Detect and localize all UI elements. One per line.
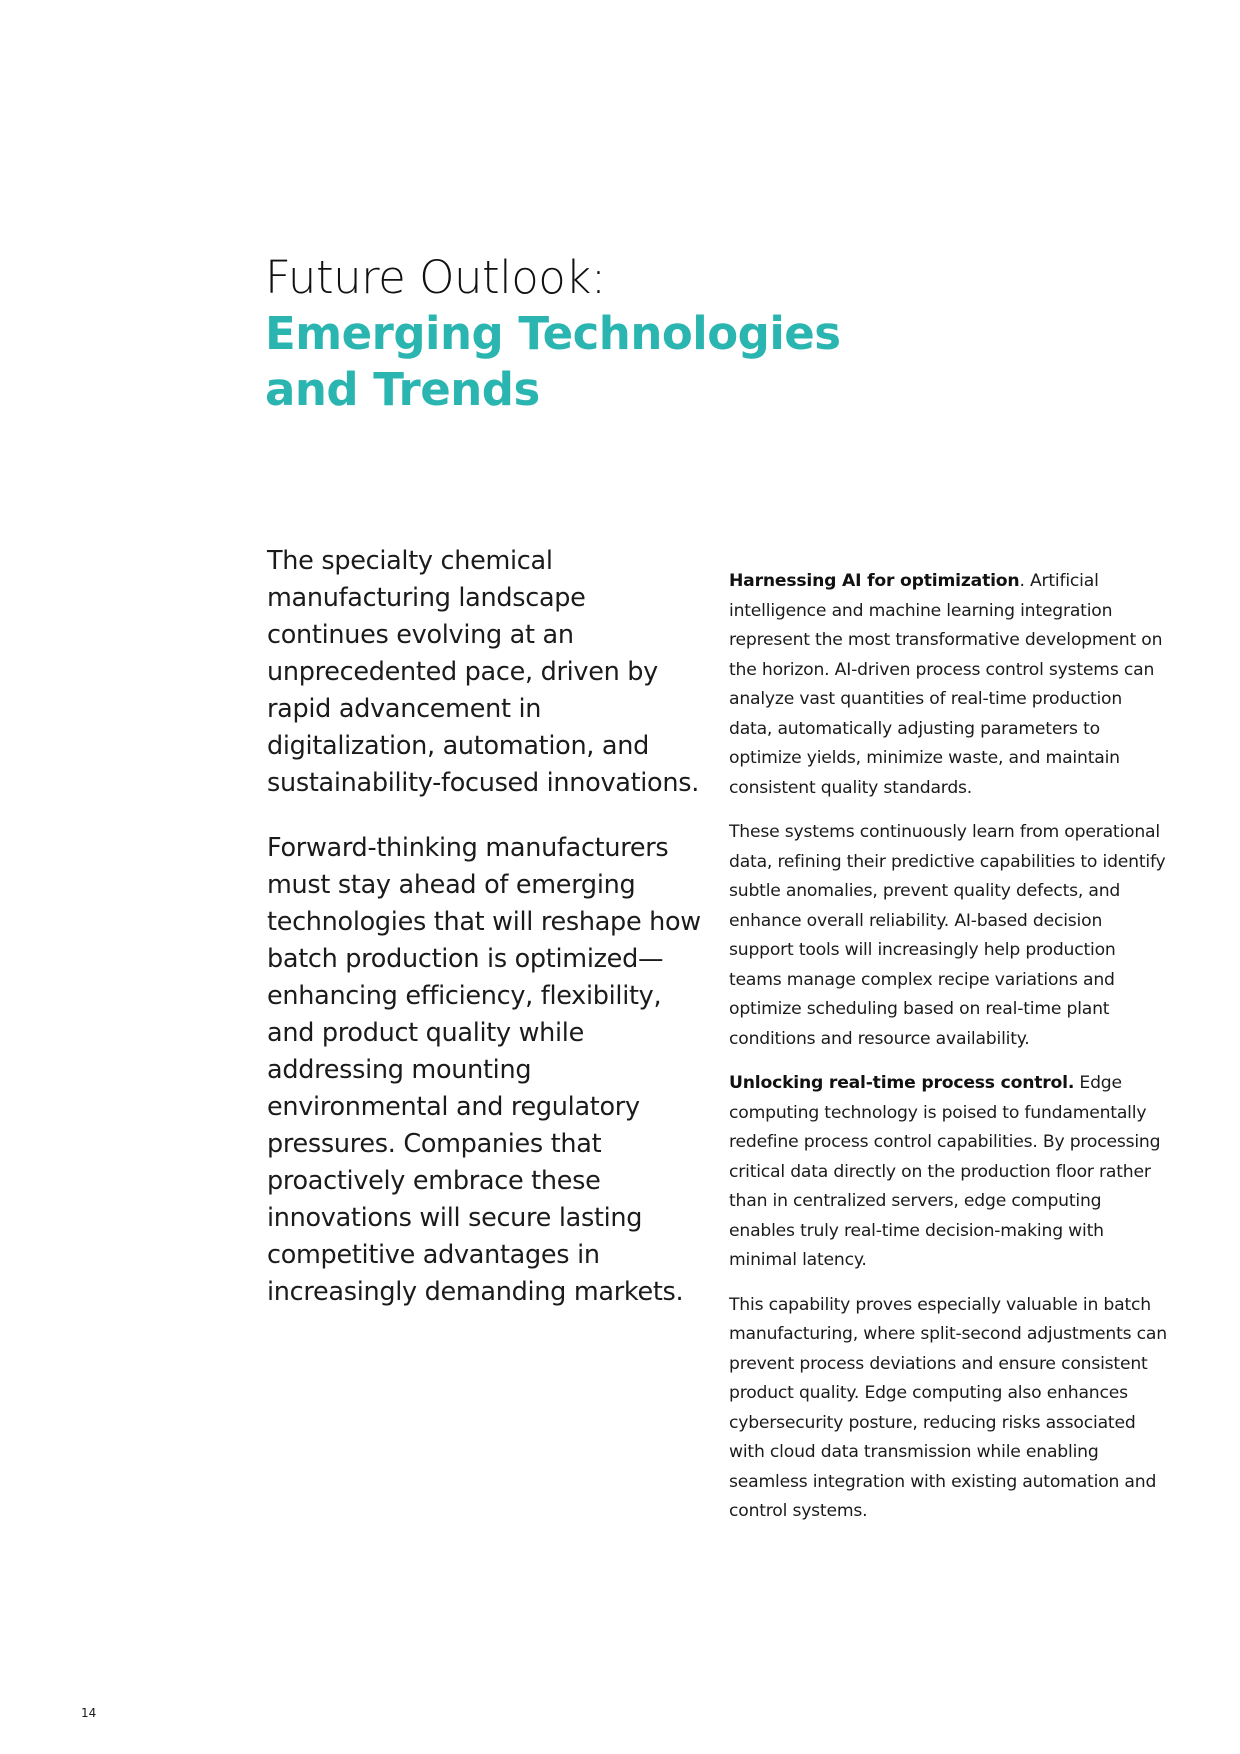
section-ai-heading: Harnessing AI for optimization [729, 571, 1020, 591]
section-edge-paragraph-2: This capability proves especially valuable in batch manufacturing, where split-second adjustments can prevent process deviations and ensure consistent product quality. Edge computing also enhances cybersecurity posture, reducing risks associated with cloud data transmission while enabling seamless integration with existing automation and control systems. [729, 1294, 1167, 1521]
title-line-3: and Trends [265, 363, 540, 416]
intro-paragraph-2: Forward-thinking manufacturers must stay ahead of emerging technologies that will reshape how batch production is optimized—enhancing efficiency, flexibility, and product quality while addressing mounting environmental and regulatory pressures. Companies that proactively embrace these innovations will secure lasting competitive advantages in increasingly demanding markets. [267, 833, 701, 1307]
section-ai-paragraph-2: These systems continuously learn from operational data, refining their predictive capabilities to identify subtle anomalies, prevent quality defects, and enhance overall reliability. AI-based decision support tools will increasingly help production teams manage complex recipe variations and optimize scheduling based on real-time plant conditions and resource availability. [729, 822, 1166, 1049]
body-column [729, 567, 1169, 1542]
title-line-2: Emerging Technologies [265, 307, 841, 360]
section-ai-lead-text: . Artificial intelligence and machine learning integration represent the most transformative development on the horizon. AI-driven process control systems can analyze vast quantities of real-time production data, automatically adjusting parameters to optimize yields, minimize waste, and maintain consistent quality standards. [729, 571, 1163, 798]
intro-column [267, 543, 707, 1339]
section-edge-heading: Unlocking real-time process control. [729, 1073, 1075, 1093]
title-line-1: Future Outlook: [265, 251, 606, 304]
page-title [265, 250, 965, 418]
intro-paragraph-1: The specialty chemical manufacturing landscape continues evolving at an unprecedented pace, driven by rapid advancement in digitalization, automation, and sustainability-focused innovations. [267, 546, 700, 798]
section-edge-lead-text: Edge computing technology is poised to fundamentally redefine process control capabilities. By processing critical data directly on the production floor rather than in centralized servers, edge computing enables truly real-time decision-making with minimal latency. [729, 1073, 1161, 1270]
section-ai-paragraph-1 [729, 567, 1169, 803]
section-edge-paragraph-1 [729, 1069, 1169, 1276]
page-number: 14 [81, 1706, 97, 1720]
